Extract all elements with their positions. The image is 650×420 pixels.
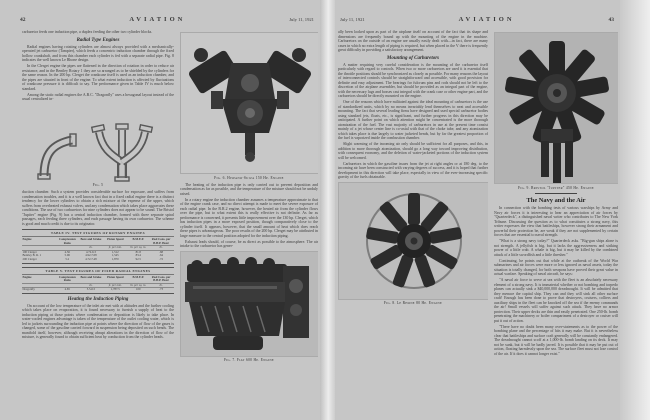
paragraph: Exhaust leads should, of course, be as direct as possible to the atmosphere. The air intake to the carburetor has gener- [180, 239, 318, 248]
table-header-cell: B.M.E.P. [132, 237, 144, 241]
table-cell: .64 [159, 253, 163, 258]
section-heading-mounting-of-carburetors: Mounting of Carburetors [386, 55, 440, 61]
table-cell: 4.56 [64, 249, 70, 254]
figure-7-fiat-photo [180, 251, 318, 363]
table-4-title: TABLE IV. TEST FIGURES OF ROTARY ENGINES [22, 231, 174, 237]
figure-8-le-rhone-photo [338, 182, 488, 306]
figure-9-caption: Fig. 9. Bristol "Jupiter" 450 Hp. Engine [518, 185, 594, 190]
table-unit-cell: lb. [159, 282, 163, 287]
table-header-cell: Piston Speed [107, 274, 124, 279]
paragraph: In a rotary engine the induction chamber assumes a temperature approximate to that of the engine crank case, and no direct attempt is made to meet the severe exposure of each radial pipe. In the B.R.2 engine, however, the heated air from the cylinder flows over the pipe, but to what extent this is really effective is not definite. As far as performance is concerned, it presents little improvement over the 130 hp. Clerget, which has induction pipes in a more exposed position, though comparatively close to the cylinder itself. It appears, however, that the small amount of heat which does reach these pipes is advantageous. The poor results of the 200 hp. Clerget may be attributed in large measure to the central position adopted for the induction piping. [180, 197, 318, 238]
paragraph: In connection with the bombing tests of various warships by Army and Navy air forces it is interesting to hear an appreciation of air forces by "Quarterdeck", a distinguished naval writer who contributes to The New York Tribune. Discussing the question as to what constitutes a strong navy, this writer expresses the view that battleships, however strong their armament and powerful their protection be, are weak if they are not supplemented by certain forces that are essential to naval strength. [494, 206, 618, 238]
table-cell: .68 [159, 249, 163, 254]
table-header-cell: Fuel Cons. per B.H.P. Hour [151, 237, 171, 245]
table-header-cell: Engine [22, 274, 32, 279]
rotary-engine-photo-illustration [338, 182, 488, 300]
paragraph: Slight warming of the incoming air only should be sufficient for all purposes, and this, in addition to more thorough atomization, should go a long way toward improving distribution, with consequent economy, and the deletion of water-jacketed portions of the induction system will be welcomed. [338, 142, 488, 160]
table-cell: 100 [135, 287, 141, 292]
table-fixed-radial-engines [22, 267, 174, 294]
paragraph: One of the reasons which have militated against the ideal mounting of carburetors is the use of standardized units, which by no means invariably lend themselves to neat and accessible mounting. The fact that several leading firms have designed and used special carburetor bodies using standard jets, floats, etc., is significant, and further progress in this direction may be anticipated. A further point on which attention might be concentrated is the more thorough atomization of the fuel. The vast majority of carburetors in use at the present time consist mainly of a jet whose center line is co-axial with that of the choke tube, and any atomization which takes place is due largely to water jacketed bends, but by far the greatest proportion of the fuel is vaporized inside the combustion chamber. [338, 100, 488, 140]
table-cell: 1,787.5 [110, 287, 120, 292]
table-cell: 1,512 [111, 249, 119, 254]
figure-6-caption: Fig. 6. Hispano-Suiza 150 Hp. Engine [214, 175, 284, 180]
figure-7-caption: Fig. 7. Fiat 600 Hp. Engine [223, 358, 275, 362]
table-cell: 4.72-7.48 [85, 256, 97, 261]
page-42-column-1 [22, 30, 174, 416]
paragraph: Continuing, he points out that while at the outbreak of the World War submarines and air forces were more or less ignored as naval assets, today the situation is totally changed, for both weapons have proved their great value in actual warfare. Speaking of naval aircraft, he says: [494, 258, 618, 277]
page-43-column-1 [338, 30, 488, 416]
table-header-cell: Piston Speed [107, 237, 124, 241]
table-unit-cell: In. [89, 282, 93, 287]
page-42-header [20, 16, 314, 23]
section-heading-heating-induction-piping: Heating the Induction Piping [67, 296, 129, 302]
table-header-cell: Compression Ratio [58, 274, 76, 283]
table-cell: 92.5 [135, 256, 141, 261]
table-header-cell: Bore and Stroke [80, 237, 102, 241]
table-unit-cell: lb. per sq. in. [130, 282, 147, 287]
figure-6-hispano-suiza-photo [180, 32, 318, 180]
paragraph: ally been looked upon as part of the airplane itself on account of the fact that its shape and dimensions are frequently bound up with the mounting of the engine in the machine. Carburetors on the outside of an engine are usually easily dealt with—in fact, there are many cases in which no extra length of piping is required, but when placed in the V there is frequently great difficulty in providing a satisfactory arrangement. [338, 30, 488, 52]
page-42 [14, 0, 320, 420]
v-engine-photo-illustration [180, 32, 318, 174]
figure-8-caption: Fig. 8. Le Rhone 80 Hp. Engine [383, 301, 443, 305]
table-unit-cell: ft. per min. [108, 245, 122, 250]
table-cell: Dragonfly [22, 287, 35, 292]
table-header-row [22, 238, 174, 246]
paragraph: "What is a strong navy today?" Quarterdeck asks. "Big-gun ships alone is not strength. A jellyfish is big, but it lacks the aggressiveness and striking power of a little crab. A whale is big, but it may be killed by the combined attack of a little swordfish and a little thresher." [494, 239, 618, 257]
page-43-header [340, 16, 614, 23]
paragraph: carburetor feeds one induction pipe, a duplex feeding the other two cylinder blocks. [22, 30, 153, 34]
page-43-column-2 [494, 30, 618, 416]
table-cell: 83.4 [135, 253, 141, 258]
table-row [22, 288, 174, 292]
paragraph: In the Clerget engine the pipes are flattened in the direction of rotation in order to reduce air resistance, and in the Bentley Rotary 1 they are so arranged as to be shielded by the cylinders for the same reason. In the 200 hp. Clerget the crankcase itself is used as an induction chamber, and the pipes are situated in front of the engine. To what extent induction is affected by fluctuations of crankcase pressure it is difficult to say. The performance given in Table IV is much below standard. [22, 64, 174, 91]
table-header-cell: Bore and Stroke [80, 274, 102, 279]
inline-engine-photo-illustration [180, 251, 318, 357]
paragraph: "There have no doubt been many over-statements as to the power of the bombing plane and the percentage of hits it may make. But it is nevertheless clear that battleships and surface craft generally will be constantly endangered. The dreadnought cannot scoff at a 1,000-lb. bomb landing on its deck. It may not be sunk, but it will be badly jarred. It is possible that it may be put out of action, floating harmlessly upon the sea. The surface fleet must not lose control of the air. If it does it cannot longer exist." [494, 324, 618, 356]
table-unit-cell: In. [89, 245, 93, 250]
figure-5-induction-pipes-drawing [22, 104, 174, 188]
table-header-row [22, 276, 174, 284]
table-cell: 1,870 [111, 256, 119, 261]
section-divider-rule [535, 193, 577, 194]
table-cell: 200 Clerget [22, 256, 37, 261]
table-cell: 5.2 [65, 256, 70, 261]
table-cell: 4.72-6.3 [85, 249, 96, 254]
table-unit-cell: ft. per min. [108, 282, 122, 287]
table-cell: 1,545 [111, 253, 119, 258]
table-cell: 4.65 [64, 287, 70, 292]
table-cell: 5.06 [64, 253, 70, 258]
page-number: 42 [20, 17, 26, 23]
table-header-cell: B.M.E.P. [132, 274, 144, 279]
page-42-column-2 [180, 30, 318, 416]
table-header-cell: Engine [22, 237, 32, 241]
masthead-title: AVIATION [129, 16, 186, 23]
article-heading-navy-and-the-air: The Navy and the Air [526, 196, 586, 204]
figure-9-bristol-jupiter-photo [494, 32, 618, 190]
table-header-cell: Fuel Cons. per B.H.P. Hour [151, 274, 171, 283]
paragraph: On account of the low temperature of the inlet air met with at altitudes and the further cooling which takes place on evaporation, it is found necessary to furnish a supply of heat to the induction piping at those points where condensation or deposition is likely to take place. In water-cooled engines advantage is taken of the temperature of the outlet cooling water, which is led to jackets surrounding the induction pipe at points where the direction of flow of the gases is changed, some of the gasoline carried forward in suspension being deposited on such bends. The manifold itself, however, although receiving abrupt alterations in the direction of flow of the mixture, is generally found to obtain sufficient heat by conduction from the cylinder heads. [22, 303, 174, 340]
table-row [22, 258, 174, 262]
table-unit-cell: lb. [159, 245, 163, 250]
issue-date: July 11, 1921 [289, 17, 314, 22]
issue-date: July 11, 1921 [340, 17, 365, 22]
page-gutter [320, 0, 335, 420]
table-5-title: TABLE V. TEST FIGURES OF FIXED RADIAL ENGINES [22, 269, 174, 275]
paragraph: Radial engines having rotating cylinders are almost always provided with a mechanically-operated jet carburetor (Tampier), which feeds a concentric induction chamber through the fixed hollow crankshaft, and from this chamber each cylinder is fed with a separate radial pipe. Fig. 8 indicates the well known Le Rhone design. [22, 44, 174, 62]
table-rotary-engines [22, 229, 174, 264]
table-header-cell: Compression Ratio [58, 237, 76, 245]
table-unit-cell: lb. per sq. in. [130, 245, 147, 250]
page-number: 43 [608, 17, 614, 23]
table-cell: 4.92-7.08 [85, 253, 97, 258]
induction-pipe-line-drawing [22, 104, 174, 182]
paragraph: The heating of the induction pipe is only carried out to prevent deposition and condensation as far as possible, and the temperature of the mixture should not be unduly raised. [180, 182, 318, 196]
scan-right-margin [620, 0, 650, 420]
paragraph: Among the static radial engines the A.B.C. "Dragonfly" uses a hexagonal layout instead of the usual centralized in- [22, 92, 174, 101]
table-cell: .72 [159, 256, 163, 261]
radial-engine-photo-illustration [494, 32, 618, 184]
page-43 [334, 0, 620, 420]
table-cell: 5.5-6.5 [86, 287, 96, 292]
masthead-title: AVIATION [458, 16, 515, 23]
paragraph: duction chamber. Such a system provides considerable surface for exposure, and suffers from condensation troubles, and it is a well known fact that in a fixed radial engine there is a distinct tendency for the lower cylinders to obtain a rich mixture at the expense of the upper, which suffers from overheated exhaust valves, and any condensation which takes place aggravates these conditions. The use of two carburetors for nine cylinders does not appear to be sound. The Bristol "Jupiter" engine (Fig. 9) has a central induction chamber, formed with three separate spiral passages, each feeding three cylinders, and each passage having its own carburetor. The scheme is good and much credit is due to its originator. [22, 190, 174, 226]
table-cell: 100 Clerget [22, 249, 37, 254]
table-cell: .73 [159, 287, 163, 292]
table-cell: Bentley B. R. 1 [22, 253, 42, 258]
figure-5-caption: Fig. 5 [92, 183, 104, 187]
paragraph: "A naval air force to serve at sea with the fleet is an absolutely necessary element of a strong navy. It is immaterial whether or not bombing and torpedo planes can actually sink a $40,000,000 dreadnought. It will be admitted that they menace the capital ship. They can and they will sink all other surface craft! Enough has been done to prove that destroyers, cruisers, colliers and auxiliary ships in the fleet can be knocked off the sea if the enemy commands the air! Small vessels will suffer against such attack. They have no armor protection. Their upper decks are thin and easily penetrated. One 250-lb. bomb penetrating the machinery or boiler compartment of a destroyer or cruiser will put it out of action. [494, 278, 618, 323]
paragraph: A matter requiring very careful consideration is the mounting of the carburetor itself particularly with regard to controls. When two or more carburetors are used it is essential that the throttle positions should be synchronized as closely as possible. For many reasons the layout of interconnected controls should be straightforward and accessible, with good provision for definite and easy adjustment. The bearings for fulcrum pins and rods should not be left to the discretion of the airplane assembler, but should be provided as an integral part of the engine, with the necessary lugs and bosses cast integral with the crank case or other engine part, and the carburetors should be directly mounted on the engine. [338, 62, 488, 98]
table-cell: 81.8 [135, 249, 141, 254]
section-heading-radial-type-engines: Radial Type Engines [76, 37, 120, 43]
paragraph: Carburetors in which the gasoline issues from the jet at right angles or at 180 deg. to the incoming air have been constructed with varying degrees of success, and it is hoped that further development in this direction will take place, especially in view of the ever-increasing specific gravity of the fuels obtainable. [338, 161, 488, 179]
